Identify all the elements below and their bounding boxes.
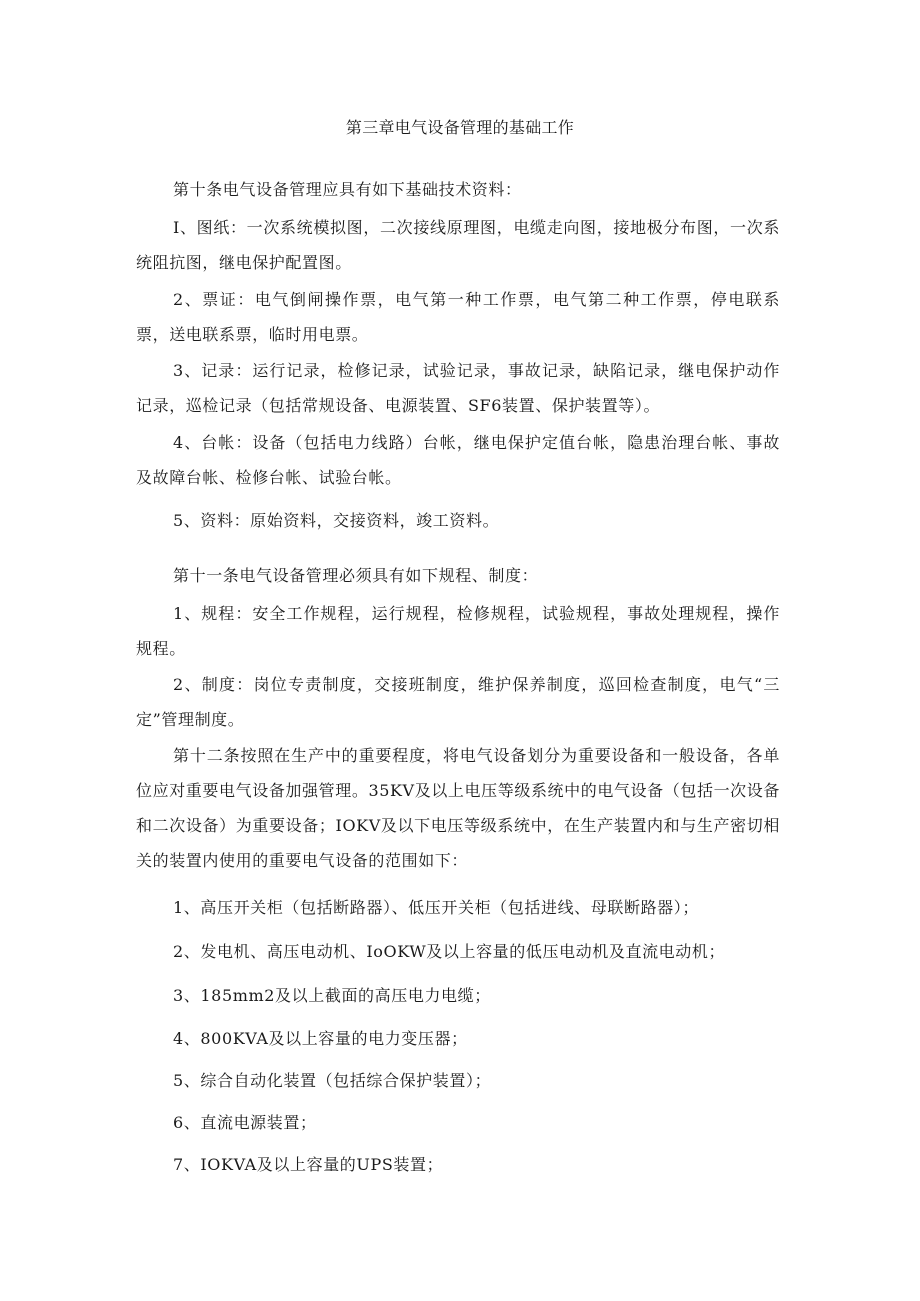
article-12-body: 第十二条按照在生产中的重要程度，将电气设备划分为重要设备和一般设备，各单位应对重要电气设备加强管理。35KV及以上电压等级系统中的电气设备（包括一次设备和二次设备）为重要设备；IOKV及以下电压等级系统中，在生产装置内和与生产密切相关的装置内使用的重要电气设备的范围如下： bbox=[136, 746, 780, 870]
equipment-item-automation: 5、综合自动化装置（包括综合保护装置）； bbox=[173, 1071, 492, 1090]
equipment-item-ups: 7、IOKVA及以上容量的UPS装置； bbox=[173, 1155, 444, 1174]
chapter-title: 第三章电气设备管理的基础工作 bbox=[345, 118, 575, 137]
list-item-records: 3、记录：运行记录，检修记录，试验记录，事故记录，缺陷记录，继电保护动作记录，巡检记录（包括常规设备、电源装置、SF6装置、保护装置等）。 bbox=[136, 361, 780, 415]
list-item-ledgers: 4、台帐：设备（包括电力线路）台帐，继电保护定值台帐，隐患治理台帐、事故及故障台帐、检修台帐、试验台帐。 bbox=[136, 433, 780, 487]
article-11-heading: 第十一条电气设备管理必须具有如下规程、制度： bbox=[173, 566, 539, 585]
equipment-item-dc-power: 6、直流电源装置； bbox=[173, 1113, 317, 1132]
equipment-item-switchgear: 1、高压开关柜（包括断路器）、低压开关柜（包括进线、母联断路器）； bbox=[173, 898, 699, 917]
article-10-heading: 第十条电气设备管理应具有如下基础技术资料： bbox=[173, 180, 522, 199]
list-item-regulations: 1、规程：安全工作规程，运行规程，检修规程，试验规程，事故处理规程，操作规程。 bbox=[136, 604, 780, 658]
equipment-item-cables: 3、185mm2及以上截面的高压电力电缆； bbox=[173, 986, 491, 1005]
list-item-drawings: I、图纸：一次系统模拟图，二次接线原理图，电缆走向图，接地极分布图，一次系统阻抗图，继电保护配置图。 bbox=[136, 218, 780, 272]
list-item-tickets: 2、票证：电气倒闸操作票，电气第一种工作票，电气第二种工作票，停电联系票，送电联系票，临时用电票。 bbox=[136, 290, 780, 344]
list-item-materials: 5、资料：原始资料，交接资料，竣工资料。 bbox=[173, 511, 500, 530]
equipment-item-transformers: 4、800KVA及以上容量的电力变压器； bbox=[173, 1029, 468, 1048]
equipment-item-motors: 2、发电机、高压电动机、IoOKW及以上容量的低压电动机及直流电动机； bbox=[173, 942, 726, 961]
list-item-systems: 2、制度：岗位专责制度，交接班制度，维护保养制度，巡回检查制度，电气“三定”管理制度。 bbox=[136, 675, 780, 729]
